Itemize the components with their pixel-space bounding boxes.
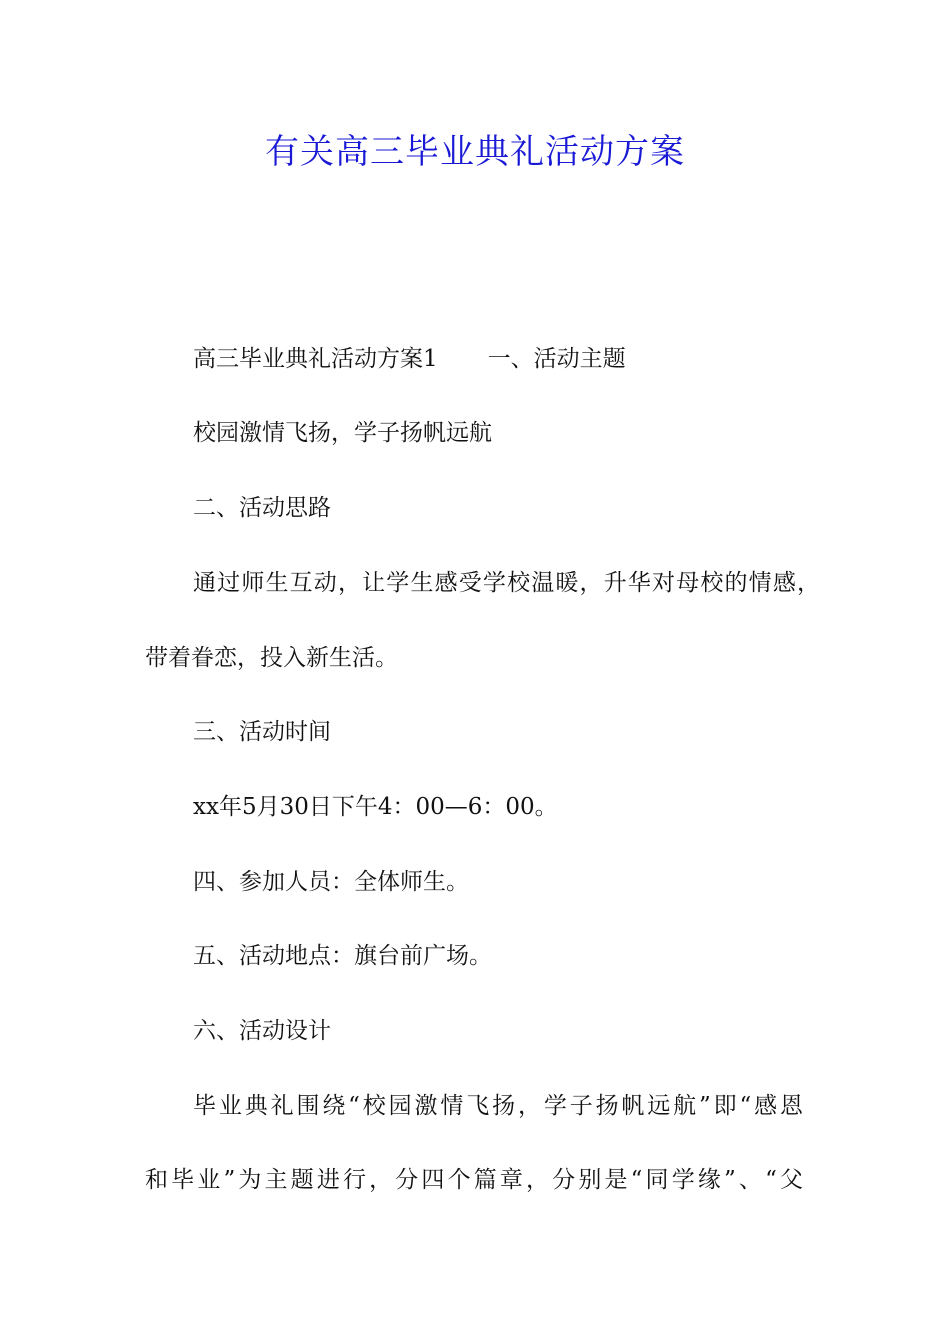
idea-paragraph-line-1: 通过师生互动，让学生感受学校温暖，升华对母校的情感， — [193, 570, 820, 596]
design-paragraph-line-2: 和毕业”为主题进行，分四个篇章，分别是“同学缘”、“父 — [145, 1167, 803, 1193]
section-1-heading: 一、活动主题 — [487, 346, 626, 372]
time-text: xx年5月30日下午4：00—6：00。 — [193, 794, 558, 820]
section-4-text: 四、参加人员：全体师生。 — [193, 869, 469, 895]
section-6-heading: 六、活动设计 — [193, 1018, 331, 1044]
section-2-heading: 二、活动思路 — [193, 495, 331, 521]
section-5-text: 五、活动地点：旗台前广场。 — [193, 943, 492, 969]
theme-text: 校园激情飞扬，学子扬帆远航 — [193, 420, 492, 446]
idea-paragraph-line-2: 带着眷恋，投入新生活。 — [145, 645, 398, 671]
section-3-heading: 三、活动时间 — [193, 719, 331, 745]
document-title: 有关高三毕业典礼活动方案 — [265, 132, 685, 172]
plan-heading-line — [193, 343, 626, 375]
design-paragraph-line-1: 毕业典礼围绕“校园激情飞扬，学子扬帆远航”即“感恩 — [193, 1093, 803, 1119]
plan-heading: 高三毕业典礼活动方案1 — [193, 346, 438, 372]
